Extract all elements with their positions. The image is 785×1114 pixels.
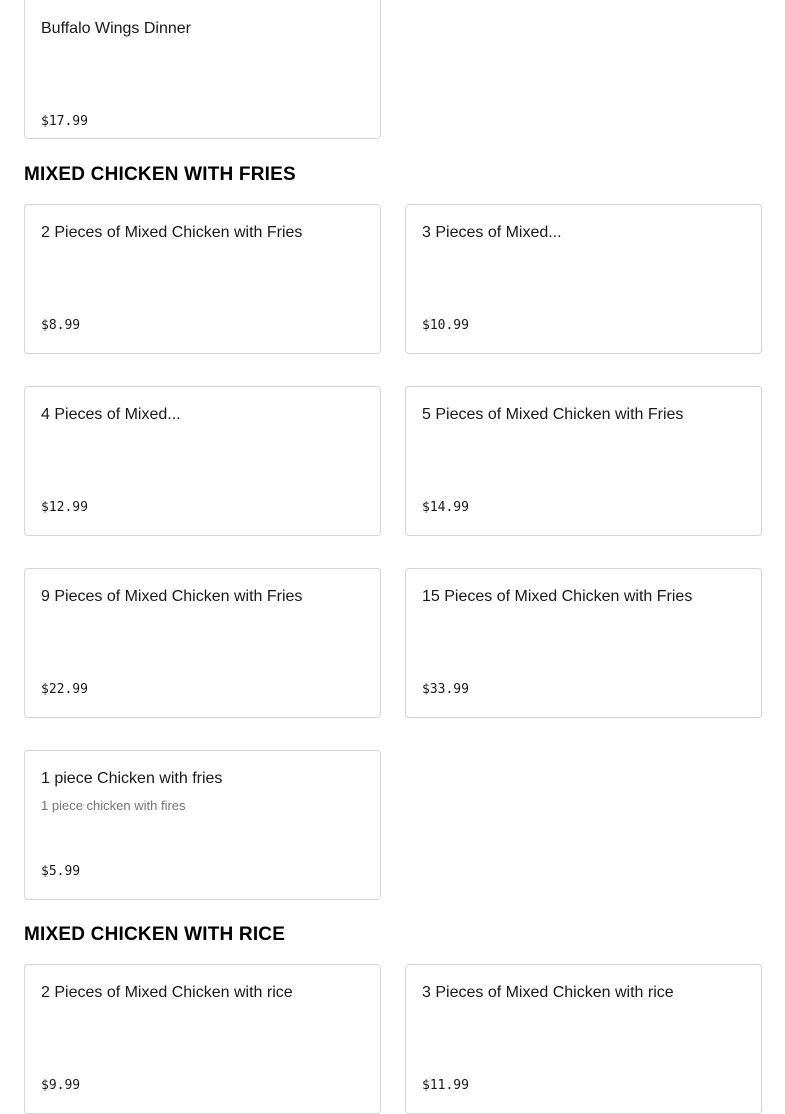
menu-item-price: $33.99 — [422, 682, 469, 697]
menu-item-price: $5.99 — [41, 864, 81, 879]
menu-item-name: 4 Pieces of Mixed... — [41, 406, 181, 423]
menu-item-card[interactable] — [24, 0, 381, 139]
menu-item-name: 2 Pieces of Mixed Chicken with Fries — [41, 224, 303, 241]
menu-item-price: $22.99 — [41, 682, 88, 697]
menu-item-description: 1 piece chicken with fires — [41, 798, 186, 813]
menu-item-name: 5 Pieces of Mixed Chicken with Fries — [422, 406, 684, 423]
menu-item-name: 1 piece Chicken with fries — [41, 770, 223, 787]
menu-item-name: 3 Pieces of Mixed... — [422, 224, 562, 241]
menu-item-card[interactable] — [24, 568, 381, 718]
menu-item-card[interactable] — [24, 964, 381, 1114]
menu-item-card[interactable] — [405, 964, 762, 1114]
section-title-mixed-chicken-with-fries: MIXED CHICKEN WITH FRIES — [24, 164, 296, 185]
menu-item-card[interactable] — [24, 750, 381, 900]
menu-item-name: 2 Pieces of Mixed Chicken with rice — [41, 984, 293, 1001]
menu-item-name: 3 Pieces of Mixed Chicken with rice — [422, 984, 674, 1001]
menu-item-card[interactable] — [405, 204, 762, 354]
menu-item-name: 15 Pieces of Mixed Chicken with Fries — [422, 588, 693, 605]
menu-item-price: $9.99 — [41, 1078, 81, 1093]
menu-item-price: $11.99 — [422, 1078, 469, 1093]
menu-item-card[interactable] — [24, 204, 381, 354]
menu-item-price: $8.99 — [41, 318, 81, 333]
menu-item-card[interactable] — [405, 568, 762, 718]
menu-item-name: 9 Pieces of Mixed Chicken with Fries — [41, 588, 303, 605]
menu-item-price: $10.99 — [422, 318, 469, 333]
section-title-mixed-chicken-with-rice: MIXED CHICKEN WITH RICE — [24, 924, 286, 945]
menu-item-price: $12.99 — [41, 500, 88, 515]
menu-item-name: Buffalo Wings Dinner — [41, 20, 191, 37]
menu-item-price: $14.99 — [422, 500, 469, 515]
menu-item-card[interactable] — [24, 386, 381, 536]
menu-item-price: $17.99 — [41, 114, 88, 129]
menu-item-card[interactable] — [405, 386, 762, 536]
